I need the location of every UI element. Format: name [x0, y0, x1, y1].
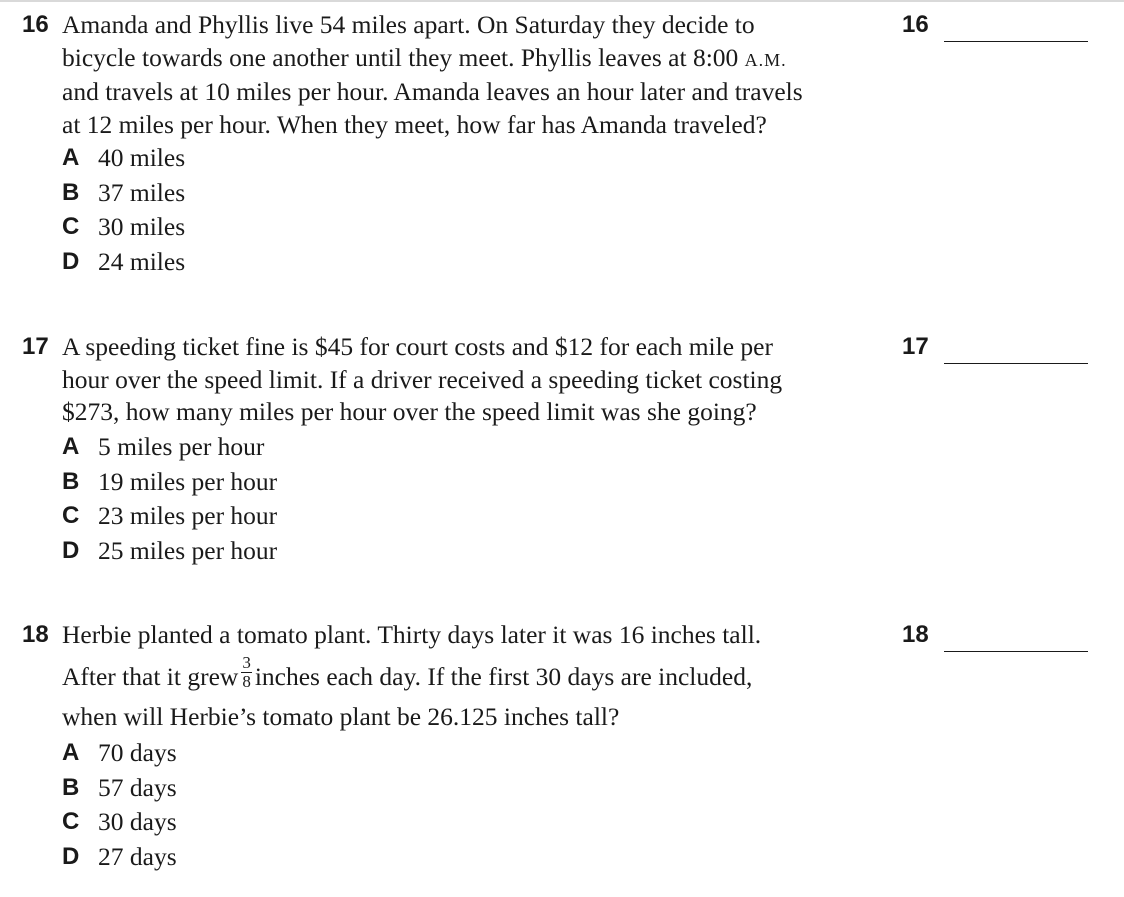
- choice-text: 40 miles: [98, 143, 186, 173]
- question-line: A speeding ticket fine is $45 for court costs and $12 for each mile per: [62, 332, 773, 361]
- choice-text: 5 miles per hour: [98, 432, 265, 462]
- choice-d[interactable]: [62, 245, 462, 280]
- question-line: and travels at 10 miles per hour. Amanda leaves an hour later and travels: [62, 77, 803, 106]
- question-text: [62, 331, 882, 429]
- choice-c[interactable]: [62, 499, 462, 534]
- answer-line[interactable]: [944, 363, 1088, 364]
- answer-number: 16: [902, 11, 929, 38]
- answer-blank-18: [902, 619, 1092, 659]
- question-line: when will Herbie’s tomato plant be 26.125 inches tall?: [62, 702, 620, 732]
- time-suffix: A.M.: [744, 49, 787, 70]
- answer-line[interactable]: [944, 651, 1088, 652]
- answer-number: 18: [902, 621, 929, 648]
- choice-letter: A: [62, 739, 80, 767]
- answer-choices: [62, 736, 462, 874]
- choice-a[interactable]: [62, 141, 462, 176]
- top-rule: [0, 0, 1124, 2]
- choice-letter: D: [62, 842, 80, 870]
- answer-blank-16: [902, 9, 1092, 49]
- question-line-text: inches each day. If the first 30 days are included,: [254, 661, 753, 691]
- choice-text: 70 days: [98, 738, 177, 768]
- choice-text: 23 miles per hour: [98, 501, 278, 531]
- choice-letter: A: [62, 433, 80, 461]
- question-line: hour over the speed limit. If a driver received a speeding ticket costing: [62, 364, 783, 394]
- question-text: [62, 9, 882, 141]
- question-line: Herbie planted a tomato plant. Thirty days later it was 16 inches tall.: [62, 620, 762, 649]
- question-17: [22, 331, 1124, 571]
- choice-d[interactable]: [62, 840, 462, 875]
- choice-text: 24 miles: [98, 246, 186, 276]
- question-18: [22, 619, 1124, 879]
- choice-a[interactable]: [62, 430, 462, 465]
- question-number: 18: [22, 621, 49, 648]
- choice-d[interactable]: [62, 534, 462, 569]
- question-line: Amanda and Phyllis live 54 miles apart. On Saturday they decide to: [62, 10, 755, 39]
- choice-b[interactable]: [62, 176, 462, 211]
- choice-letter: D: [62, 247, 80, 275]
- choice-letter: B: [62, 178, 80, 206]
- choice-c[interactable]: [62, 210, 462, 245]
- question-text: [62, 619, 882, 734]
- choice-text: 30 days: [98, 807, 177, 837]
- question-line-text: After that it grew: [62, 661, 239, 691]
- choice-letter: C: [62, 502, 80, 530]
- choice-text: 25 miles per hour: [98, 535, 278, 565]
- choice-text: 27 days: [98, 841, 177, 871]
- question-16: [22, 9, 1124, 289]
- fraction-numerator: 3: [242, 653, 251, 673]
- fraction-denominator: 8: [242, 672, 251, 692]
- fraction: [241, 654, 252, 691]
- question-number: 16: [22, 11, 49, 38]
- choice-text: 57 days: [98, 772, 177, 802]
- answer-choices: [62, 141, 462, 279]
- choice-letter: C: [62, 808, 80, 836]
- question-number: 17: [22, 333, 49, 360]
- choice-letter: D: [62, 536, 80, 564]
- answer-line[interactable]: [944, 41, 1088, 42]
- choice-letter: A: [62, 144, 80, 172]
- question-line: $273, how many miles per hour over the speed limit was she going?: [62, 397, 757, 426]
- choice-letter: C: [62, 213, 80, 241]
- choice-text: 37 miles: [98, 177, 186, 207]
- choice-a[interactable]: [62, 736, 462, 771]
- choice-letter: B: [62, 467, 80, 495]
- choice-text: 30 miles: [98, 212, 186, 242]
- answer-choices: [62, 430, 462, 568]
- choice-c[interactable]: [62, 805, 462, 840]
- choice-b[interactable]: [62, 465, 462, 500]
- choice-letter: B: [62, 773, 80, 801]
- answer-number: 17: [902, 333, 929, 360]
- question-line: [62, 42, 882, 77]
- answer-blank-17: [902, 331, 1092, 371]
- choice-b[interactable]: [62, 771, 462, 806]
- choice-text: 19 miles per hour: [98, 466, 278, 496]
- question-line: at 12 miles per hour. When they meet, how far has Amanda traveled?: [62, 109, 767, 139]
- question-line-text: bicycle towards one another until they meet. Phyllis leaves at 8:00: [62, 42, 745, 72]
- question-line: [62, 653, 882, 695]
